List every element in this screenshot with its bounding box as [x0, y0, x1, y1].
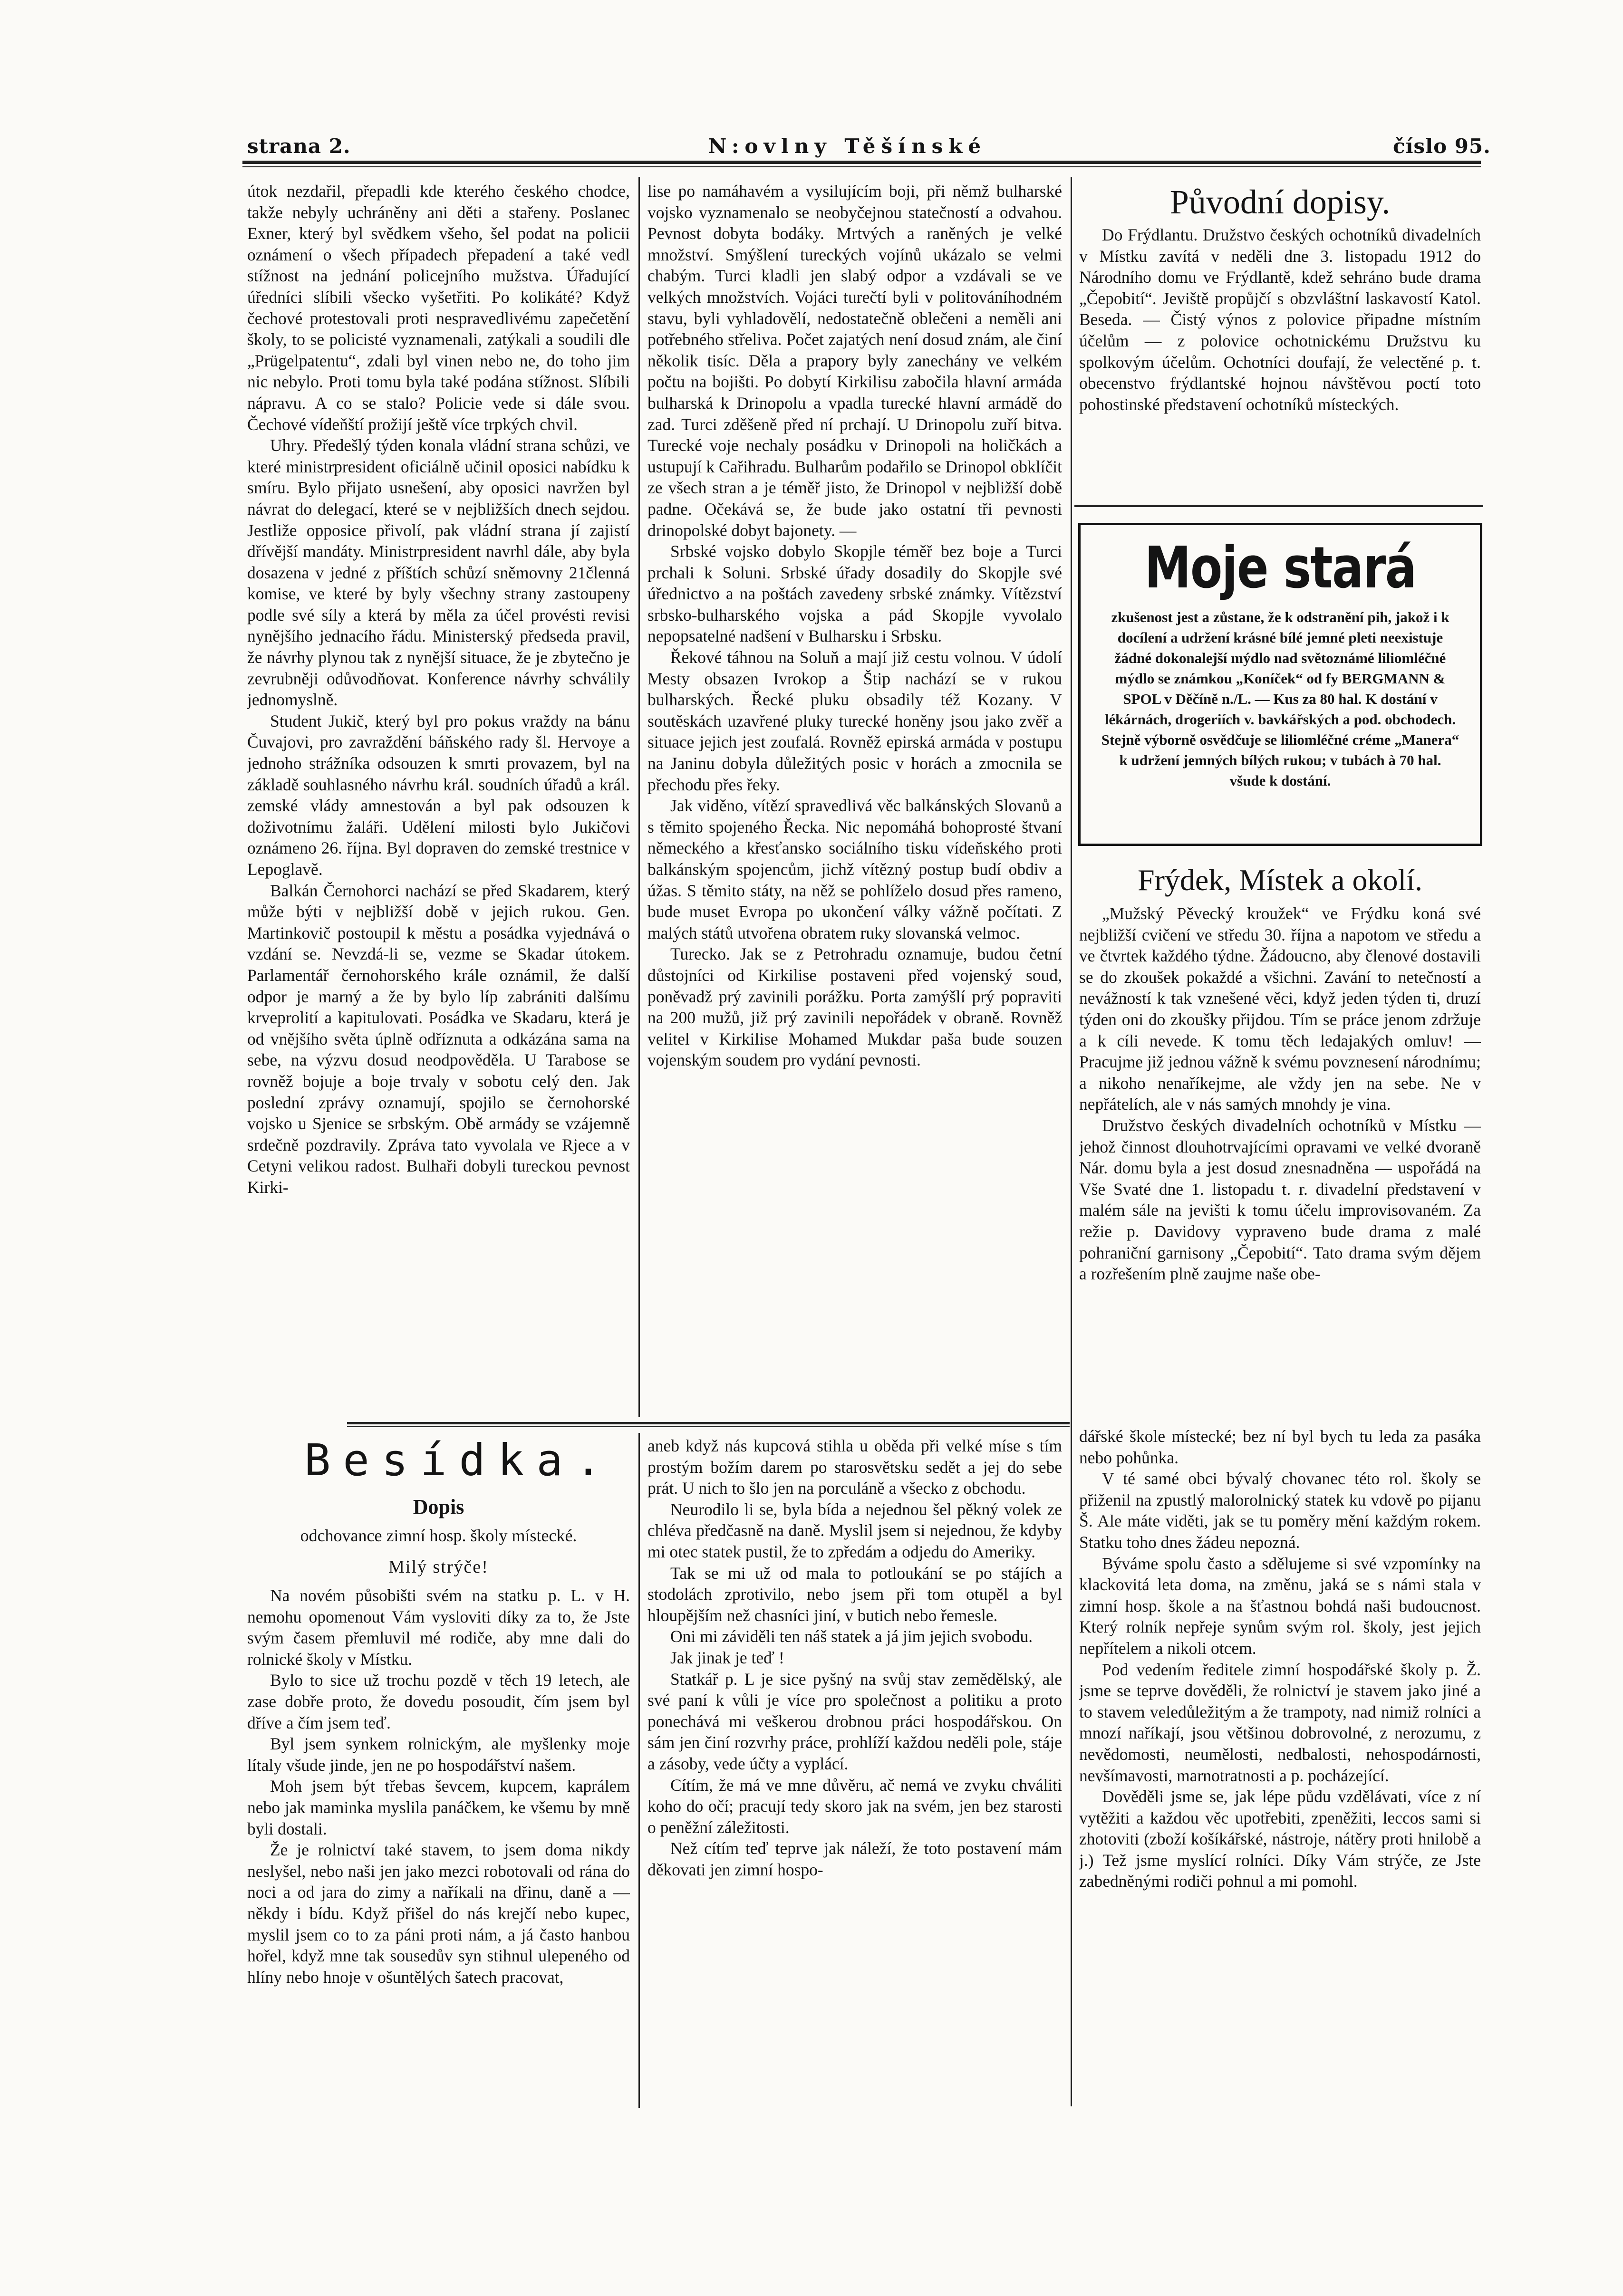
column-divider — [1071, 177, 1072, 2106]
paragraph: Do Frýdlantu. Družstvo českých ochotníků divadelních v Místku zavítá v neděli dne 3. listopadu 1912 do Národního domu ve Frýdlantě, kdež sehráno bude drama „Čepobití“. Jeviště propůjčí s obzvláštní laskavostí Katol. Beseda. — Čistý výnos z polovice připadne místním účelům — z polovice ochotnickému Družstvu ku spolkovým účelům. Ochotníci doufají, že velectěné p. t. obecenstvo frýdlantské hojnou návštěvou poctí toto pohostinské představení ochotníků místeckých. — [1079, 225, 1481, 414]
paragraph: útok nezdařil, přepadli kde kterého českého chodce, takže nebyly uchráněny ani děti a stařeny. Poslanec Exner, který byl svědkem všeho, šel podat na policii oznámení o všech případech přepadení a také vedl stížnost na jednání policejního mužstva. Úřadující úředníci slíbili všecko vyšetřiti. Po kolikáté? Když čechové protestovali proti nespravedlivému zapečetění školy, to se policisté vyznamenali, zatýkali a soudili dle „Prügelpatentu“, zdali byl vinen nebo ne, do toho jim nic nebylo. Proti tomu byla také podána stížnost. Slíbili nápravu. A co se stalo? Policie vede si dále svou. Čechové vídeňští prožijí ještě více trpkých chvil. — [247, 182, 630, 434]
section-title-local-news: Frýdek, Místek a okolí. — [1137, 863, 1423, 897]
paragraph: Moh jsem být třebas ševcem, kupcem, kaprálem nebo jak maminka myslila panáčkem, ke všemu by mně byli dostali. — [247, 1777, 630, 1838]
feuilleton-column-3 — [1079, 1426, 1481, 2108]
paragraph: aneb když nás kupcová stihla u oběda při velké míse s tím prostým božím darem po starosvětsku sedět a jej do sebe prát. U nich to šlo jen na porculáně a všecko z obchodu. — [647, 1436, 1062, 1498]
paragraph: Dověděli jsme se, jak lépe půdu vzdělávati, více z ní vytěžiti a každou věc upotřebiti, zpeněžiti, leccos sami si zhotoviti (zboží košíkářské, nástroje, nátěry proti hnilobě a j.) Tež jsme myslící rolníci. Díky Vám strýče, ze Jste zabedněnými rodiči pohnul a mi pomohl. — [1079, 1787, 1481, 1891]
article-column-2 — [647, 181, 1062, 1412]
paragraph: Jak viděno, vítězí spravedlivá věc balkánských Slovanů a s těmito spojeného Řecka. Nic nepomáhá bohoprosté štvaní německého a křesťansko sociálního tisku vídeňského proti balkánským spojencům, jichž vítězný postup budí obdiv a úžas. S těmito státy, na něž se pohlíželo dosud přes rameno, bude muset Evropa po ukončení války vážně počítati. Z malých států utvořena obratem ruky slovanská velmoc. — [647, 796, 1062, 942]
paragraph: Bylo to sice už trochu pozdě v těch 19 letech, ale zase dobře proto, že dovedu posoudit, čím jsem byl dříve a čím jsem teď. — [247, 1671, 630, 1732]
paragraph: lise po namáhavém a vysilujícím boji, při němž bulharské vojsko vyznamenalo se neobyčejnou statečností a odvahou. Pevnost dobyta bodáky. Mrtvých a raněných je velké množství. Smýšlení tureckých vojínů ukázalo se velmi chabým. Turci kladli jen slabý odpor a vzdávali se ve velkých množstvích. Vojáci turečtí byli v politováníhodném stavu, byli vyhladovělí, nedostatečně oblečeni a neměli ani potřebného střeliva. Počet zajatých není dosud znám, ale činí několik tisíc. Děla a prapory byly zanechány ve velkém počtu na bojišti. Po dobytí Kirkilisu zabočila hlavní armáda bulharská k Drinopolu a vpadla turecké hlavní armádě do zad. Turci zděšeně před ní prchají. U Drinopolu zuří bitva. Turecké voje nechaly posádku v Drinopoli na holičkách a ustupují k Cařihradu. Bulharům podařilo se Drinopol obklíčit ze všech stran a je téměř jisto, že Drinopol v nejbližší době padne. Očekává se, že bude jako ostatní tři pevnosti drinopolské dobyt bajonety. — — [647, 182, 1062, 540]
paragraph: Turecko. Jak se z Petrohradu oznamuje, budou četní důstojníci od Kirkilise postaveni před vojenský soud, poněvadž prý zavinili porážku. Porta zamýšlí prý popraviti na 200 mužů, již prý zavinili nepořádek v obraně. Rovněž velitel v Kirkilise Mohamed Mukdar paša bude souzen vojenským soudem pro vydání pevnosti. — [647, 944, 1062, 1070]
feuilleton-subtitle: Dopis — [413, 1495, 464, 1518]
original-letters-body — [1079, 224, 1481, 500]
paragraph: Než cítím teď teprve jak náleží, že toto postavení mám děkovati jen zimní hospo- — [647, 1839, 1062, 1879]
paragraph: Tak se mi už od mala to potloukání se po stájích a stodolách zprotivilo, nebo jsem při tom otupěl a byl hloupějším než chasníci jiní, v butich nebo řemesle. — [647, 1563, 1062, 1625]
paragraph: Pod vedením ředitele zimní hospodářské školy p. Ž. jsme se teprve dověděli, že rolnictví je stavem jako jiné a to stavem veledůležitým a že trampoty, nad nimiž rolníci a mnozí naříkají, jsou většinou dobrovolné, z nerozumu, z nevědomosti, neumělosti, nedbalosti, nehospodárnosti, nevšímavosti, marnotratnosti a p. pocházející. — [1079, 1660, 1481, 1785]
section-rule — [1074, 505, 1483, 507]
paragraph: Statkář p. L je sice pyšný na svůj stav zemědělský, ale své paní k vůli je více pro společnost a politiku a proto ponechává mi veškerou drobnou práci hospodářskou. On sám jen činí rozvrhy práce, prohlíží každou neděli pole, stáje a zásoby, vede účty a vyplácí. — [647, 1669, 1062, 1773]
column-divider — [638, 1433, 640, 2108]
paragraph: Řekové táhnou na Soluň a mají již cestu volnou. V údolí Mesty obsazen Ivrokop a Štip nachází se v rukou bulharských. Řecké pluku obsadily též Kozany. V soutěskách uzavřené pluky turecké honěny jsou jako zvěř a situace jejich jest zoufalá. Rovněž epirská armáda v postupu na Janinu dobyla důležitých posic v horách a zmocnila se přechodu přes řeky. — [647, 648, 1062, 794]
article-column-1 — [247, 181, 630, 1412]
local-news-body — [1079, 903, 1481, 1416]
feuilleton-rule-thin — [347, 1426, 1070, 1427]
paragraph: Oni mi záviděli ten náš statek a já jim jejich svobodu. — [670, 1627, 1033, 1646]
header-rule-thin — [242, 166, 1481, 167]
paragraph: Srbské vojsko dobylo Skopjle téměř bez boje a Turci prchali k Soluni. Srbské úřady dosadily do Skopjle své úřednictvo a na poštách zavedeny srbské známky. Vítězství srbsko-bulharského vojska a pád Skopjle vyvolalo nepopsatelné nadšení v Bulharsku i Srbsku. — [647, 542, 1062, 646]
feuilleton-greeting: Milý strýče! — [388, 1557, 489, 1577]
paragraph: V té samé obci bývalý chovanec této rol. školy se přiženil na zpustlý malorolnický statek ku vdově po pijanu Š. Ale máte viděti, jak se tu poměry mění každým rokem. Statku toho dnes žádeu nepozná. — [1079, 1469, 1481, 1552]
paragraph: Neurodilo li se, byla bída a nejednou šel pěkný volek ze chléva předčasně na daně. Myslil jsem si nejednou, že kdyby mi otec statek pustil, že to zpředám a odjedu do Ameriky. — [647, 1499, 1062, 1561]
page-number: strana 2. — [247, 134, 351, 158]
feuilleton-column-2 — [647, 1435, 1062, 2108]
advertisement-box — [1078, 523, 1482, 846]
paragraph: dářské škole místecké; bez ní byl bych tu leda za pasáka nebo pohůnka. — [1079, 1427, 1481, 1467]
header-rule — [242, 161, 1481, 164]
newspaper-title: N:ovlny Těšínské — [708, 134, 987, 158]
feuilleton-rule — [347, 1422, 1070, 1424]
paragraph: Byl jsem synkem rolnickým, ale myšlenky moje lítaly všude jinde, jen ne po hospodářství našem. — [247, 1734, 630, 1775]
paragraph: Družstvo českých divadelních ochotníků v Místku — jehož činnost dlouhotrvajícími opravami ve velké dvoraně Nár. domu byla a jest dosud znesnadněna — uspořádá na Vše Svaté dne 1. listopadu t. r. divadelní představení v malém sále na jevišti k tomu účelu improvisovaném. Za režie p. Davidovy vypraveno bude drama z malé pohraniční garnisony „Čepobití“. Tato drama svým dějem a rozřešením plně zaujme naše obe- — [1079, 1115, 1481, 1284]
section-title-original-letters: Původní dopisy. — [1169, 183, 1391, 221]
feuilleton-title: Besídka. — [304, 1435, 614, 1486]
feuilleton-subtitle-2: odchovance zimní hosp. školy místecké. — [300, 1526, 577, 1545]
paragraph: Balkán Černohorci nachází se před Skadarem, který může býti v nejbližší době v jejich rukou. Gen. Martinkovič postoupil k městu a posádka vyjednává o vzdání se. Nevzdá-li se, vezme se Skadar útokem. Parlamentář černohorského krále oznámil, že další odpor je marný a že by bylo líp zabrániti dalšímu krveprolití a kapitulovati. Posádka ve Skadaru, která je od vnějšího světa úplně odříznuta a odkázána sama na sebe, na výzvu dosud neodpověděla. U Tarabose se rovněž bojuje a boje trvaly v sobotu celý den. Jak poslední zprávy oznamují, spojilo se černohorské vojsko u Sjenice se srbským. Obě armády se vzájemně srdečně pozdravily. Zpráva tato vyvolala ve Rjece a v Cetyni velikou radost. Bulhaři dobyli tureckou pevnost Kirki- — [247, 881, 630, 1197]
paragraph: Cítím, že má ve mne důvěru, ač nemá ve zvyku chváliti koho do očí; pracují tedy skoro jak na svém, jen bez starosti o peněžní záležitosti. — [647, 1775, 1062, 1837]
paragraph: Jak jinak je teď ! — [670, 1648, 784, 1667]
paragraph: Na novém působišti svém na statku p. L. v H. nemohu opomenout Vám vysloviti díky za to, že Jste svým časem přemluvil mé rodiče, aby mne dali do rolnické školy v Místku. — [247, 1586, 630, 1669]
paragraph: Že je rolnictví také stavem, to jsem doma nikdy neslyšel, nebo naši jen jako mezci robotovali od rána do noci a od jara do zimy a naříkali na dřinu, daně a — někdy i bídu. Když přišel do nás krejčí nebo kupec, myslil jsem co to za páni proti nám, a já často hanbou hořel, když mne tak sousedův syn stihnul ulepeného od hlíny nebo hnoje v ošuntělých šatech pracovat, — [247, 1840, 630, 1987]
feuilleton-column-1 — [247, 1585, 630, 2108]
column-divider — [638, 177, 640, 1417]
paragraph: Býváme spolu často a sdělujeme si své vzpomínky na klackovitá leta doma, na změnu, jaká se s námi stala v zimní hosp. škole a na šťastnou bohdá naši budoucnost. Který rolník nepřeje synům svým rol. školy, jest jejich nepřítelem a nikoli otcem. — [1079, 1554, 1481, 1658]
advertisement-title: Moje stará — [1144, 535, 1416, 601]
advertisement-text: zkušenost jest a zůstane, že k odstranění pih, jakož i k docílení a udržení krásné bílé jemné pleti neexistuje žádné dokonalejší mýdlo nad světoznámé liliomléčné mýdlo se známkou „Koníček“ od fy BERGMANN & SPOL v Děčíně n./L. — Kus za 80 hal. K dostání v lékárnách, drogeriích v. bavkářských a pod. obchodech. Stejně výborně osvědčuje se liliomléčné créme „Manera“ k udržení jemných bílých rukou; v tubách à 70 hal. všude k dostání. — [1101, 609, 1459, 789]
paragraph: Uhry. Předešlý týden konala vládní strana schůzi, ve které ministrpresident oficiálně učinil oposici nabídku k smíru. Bylo přijato usnešení, aby oposici navržen byl návrat do delegací, které se v nejbližších dnech sejdou. Jestliže opposice přivolí, pak vládní strana jí zajistí dřívější mandáty. Ministrpresident navrhl dále, aby byla dosazena v jedné z příštích schůzí sněmovny 21členná komise, ve které by byly všechny strany zastoupeny podle své síly a která by měla za účel provésti revisi nynějšího jednacího řádu. Ministerský předseda pravil, že návrhy plynou tak z nynější situace, že je zbytečno je zevrubněji odůvodňovat. Konference návrhy schválily jednomyslně. — [247, 436, 630, 710]
paragraph: „Mužský Pěvecký kroužek“ ve Frýdku koná své nejbližší cvičení ve středu 30. října a napotom ve středu a ve čtvrtek každého týdne. Žádoucno, aby členové dostavili se do zkoušek pokaždé a všichni. Zavání to netečností a nevážností k tak vznešené věci, když jeden týden ti, druzí týden oni do zkoušky přijdou. Tím se práce jenom zdržuje a k cíli nevede. K tomu těch ledajakých omluv! — Pracujme již jednou vážně k svému povznesení národnímu; a nikoho nenaříkejme, ale vždy jen na sebe. Ne v nepřátelích, ale v nás samých mnohdy je vina. — [1079, 904, 1481, 1114]
paragraph: Student Jukič, který byl pro pokus vraždy na bánu Čuvajovi, pro zavraždění báňského rady šl. Hervoye a jednoho strážníka odsouzen k smrti provazem, byl na základě souhlasného návrhu král. soudních úřadů a král. zemské vlády amnestován a byl pak odsouzen k doživotnímu žaláři. Udělení milosti bylo Jukičovi oznámeno 26. října. Byl dopraven do zemské trestnice v Lepoglavě. — [247, 711, 630, 879]
issue-number: číslo 95. — [1393, 134, 1491, 158]
